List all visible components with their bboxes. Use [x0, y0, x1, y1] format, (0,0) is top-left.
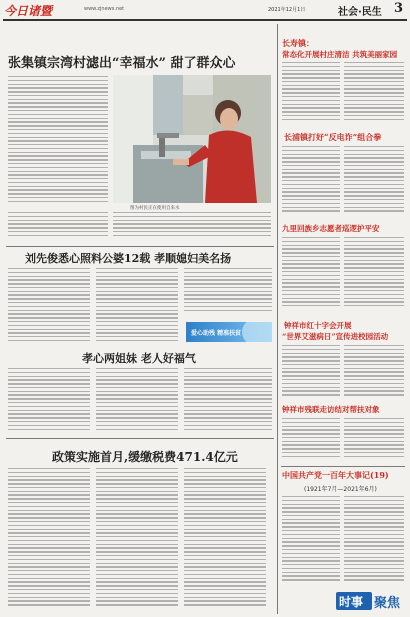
sub-bottom-rule — [6, 438, 274, 439]
masthead-logo: 今日诸暨 — [4, 4, 53, 18]
right3-body-a — [282, 237, 340, 313]
main-headline: 张集镇宗湾村滤出“幸福水” 甜了群众心 — [8, 56, 236, 71]
mid-article-col1 — [8, 268, 90, 346]
column-divider — [277, 24, 278, 614]
history-body-b — [344, 496, 404, 586]
masthead-rule — [3, 19, 407, 21]
right1-body-a — [282, 62, 340, 126]
mid-article-col3 — [184, 268, 272, 318]
masthead — [0, 0, 410, 20]
policy-col3 — [184, 468, 266, 614]
right4-body-b — [344, 345, 404, 399]
history-body-a — [282, 496, 340, 586]
mid-headline: 刘先俊悉心照料公婆12载 孝顺媳妇美名扬 — [25, 252, 232, 265]
policy-col1 — [8, 468, 90, 614]
corner-text: 聚焦 — [374, 596, 401, 611]
right3-body-b — [344, 237, 404, 313]
corner-badge — [336, 592, 372, 610]
banner-swirl — [242, 322, 272, 342]
right4-body-a — [282, 345, 340, 399]
corner-badge-text: 时事 — [339, 595, 364, 609]
right5-body-b — [344, 418, 404, 462]
sub-article-col2 — [96, 368, 178, 434]
woman-at-sink-illustration — [113, 75, 271, 203]
sub-headline: 孝心两姐妹 老人好福气 — [82, 352, 196, 365]
masthead-url: www.zjnews.net — [84, 6, 125, 12]
main-article-body-left — [8, 76, 108, 208]
right4-headline-a: 钟祥市红十字会开展 — [284, 321, 352, 330]
policy-col2 — [96, 468, 178, 614]
right5-body-a — [282, 418, 340, 462]
main-photo — [113, 75, 271, 203]
right2-body-b — [344, 146, 404, 216]
right2-body-a — [282, 146, 340, 216]
banner-text: 爱心助残 精准扶贫 — [191, 330, 242, 337]
masthead-section: 社会·民生 — [338, 7, 382, 18]
main-photo-caption: 图为村民正在使用自来水 — [130, 206, 180, 211]
policy-headline: 政策实施首月,缓缴税费471.4亿元 — [52, 450, 238, 464]
main-article-body-bottom-mid — [113, 212, 271, 242]
masthead-page-number: 3 — [394, 1, 404, 16]
right2-headline: 长浦镇打好“反电诈”组合拳 — [284, 132, 382, 142]
right-column-rule — [281, 466, 405, 467]
sub-article-col3 — [184, 368, 272, 434]
right1-body-b — [344, 62, 404, 126]
right1-headline: 常态化开展村庄清洁 共筑美丽家园 — [282, 50, 398, 59]
history-title: 中国共产党一百年大事记(19) — [282, 470, 389, 480]
right3-headline: 九里回族乡志愿者巡逻护平安 — [282, 224, 380, 233]
mid-article-col2 — [96, 268, 178, 346]
corner-feature-box — [336, 590, 406, 612]
right4-headline-b: “世界艾滋病日”宣传进校园活动 — [282, 332, 389, 341]
history-subtitle: (1921年7月—2021年6月) — [304, 486, 377, 493]
right1-headline-top: 长寿镇： — [282, 38, 314, 48]
charity-banner — [186, 322, 272, 342]
right5-headline: 钟祥市残联走访结对帮扶对象 — [282, 405, 380, 414]
main-article-body-bottom-left — [8, 212, 108, 242]
masthead-date: 2021年12月1日 — [268, 7, 306, 13]
sub-article-col1 — [8, 368, 90, 434]
main-bottom-rule — [6, 246, 274, 247]
